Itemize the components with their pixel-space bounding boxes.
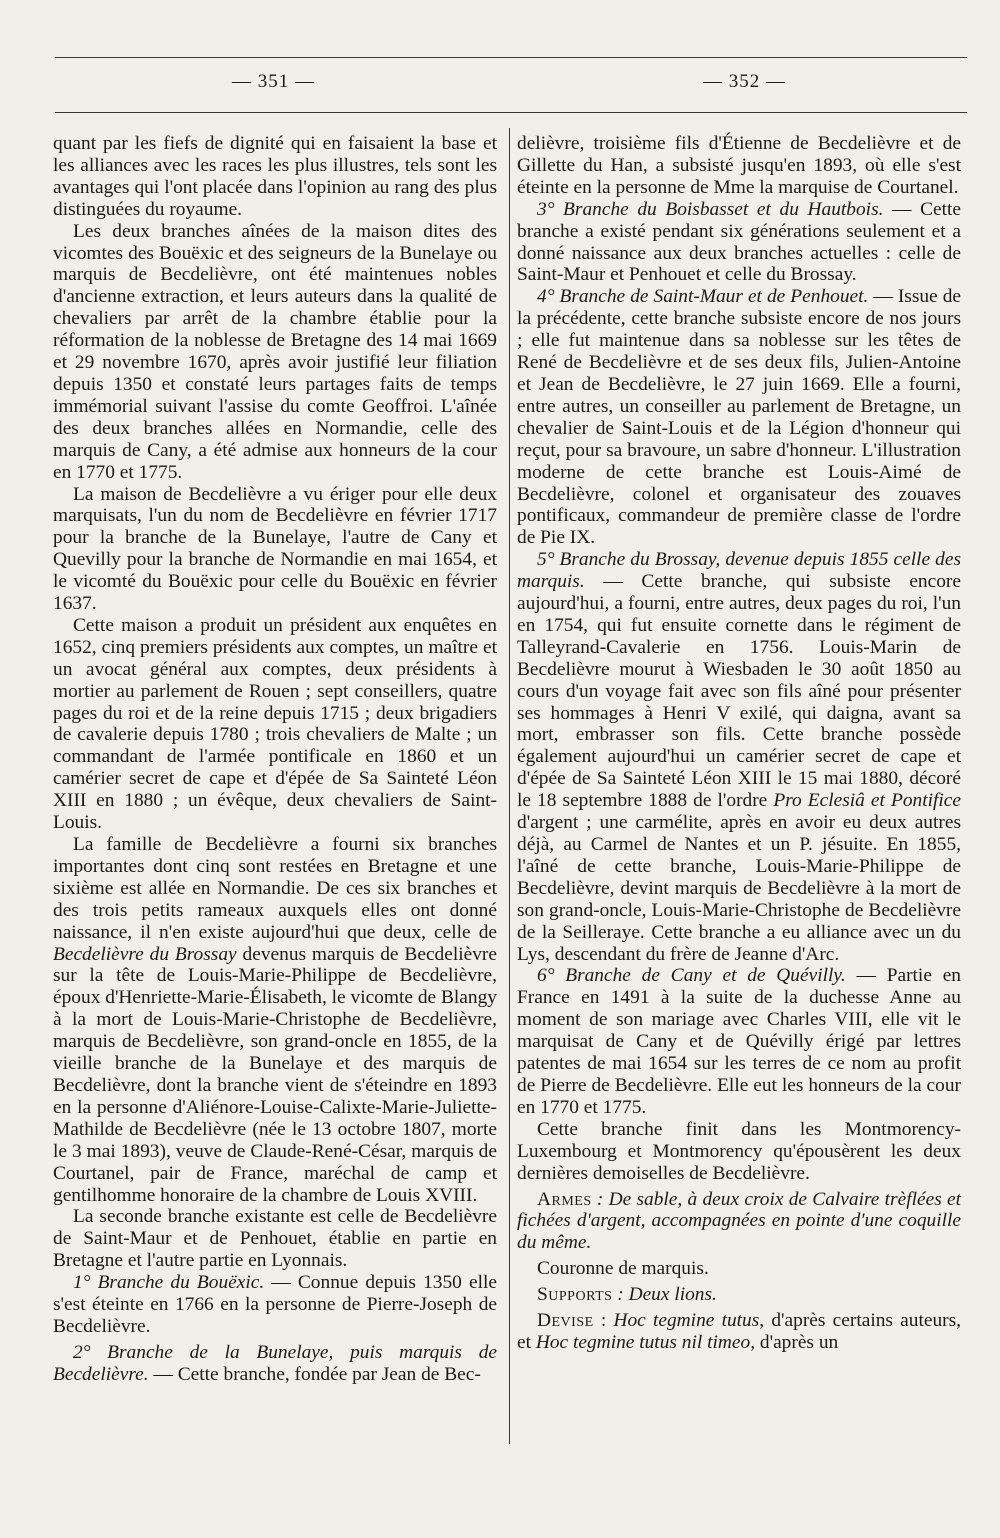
text: , d'après certains auteurs, et	[517, 1310, 961, 1353]
text: — Partie en France en 1491 à la suite de la duchesse Anne au moment de son mariage avec Charles VIII, elle vit le marquisat de Cany et de Quévilly érigé par lettres patentes de mai 1654 sur les terres de ce nom au profit de Pierre de Becdelièvre. Elle eut les honneurs de la cour en 1770 et 1775.	[517, 965, 962, 1118]
page-number-left: — 351 —	[232, 71, 315, 92]
branch-heading: 3° Branche du Boisbasset et du Hautbois.	[537, 198, 884, 220]
text: — Issue de la précédente, cette branche subsiste encore de nos jours ; elle fut maintenue dans sa noblesse sur les têtes de René de Becdelièvre et de ses deux fils, Julien-Antoine et Jean de Becdelièvre, le 27 juin 1669. Elle a fourni, entre autres, un conseiller au parlement de Bretagne, un chevalier de Saint-Louis et de la Légion d'honneur qui reçut, pour sa bravoure, un sabre d'honneur. L'illustration moderne de cette branche est Louis-Aimé de Becdelièvre, colonel et organisateur des zouaves pontificaux, commandeur de première classe de l'ordre de Pie IX.	[517, 286, 961, 549]
paragraph	[53, 834, 497, 1206]
text: , d'après un	[750, 1331, 839, 1353]
paragraph: La maison de Becdelièvre a vu ériger pour elle deux marquisats, l'un du nom de Becdelièvre en février 1717 pour la branche de la Bunelaye, l'autre de Cany et Quevilly pour la branche de Normandie en mai 1654, et le vicomté du Bouëxic pour celle du Bouëxic en février 1637.	[53, 483, 497, 615]
branch-paragraph	[517, 965, 961, 1118]
armes-label: Armes	[537, 1188, 592, 1210]
devise-paragraph	[517, 1310, 961, 1354]
paragraph: La seconde branche existante est celle de Becdelièvre de Saint-Maur et de Penhouet, établie en partie en Bretagne et l'autre partie en Lyonnais.	[53, 1206, 497, 1272]
text: La famille de Becdelièvre a fourni six branches importantes dont cinq sont restées en Bretagne et une sixième est allée en Normandie. De ces six branches et des trois petits rameaux auxquels elles ont donné naissance, il n'en existe aujourd'hui que deux, celle de	[53, 834, 497, 943]
paragraph: Les deux branches aînées de la maison dites des vicomtes des Bouëxic et des seigneurs de la Bunelaye ou marquis de Becdelièvre, ont été maintenues nobles d'ancienne extraction, et leurs auteurs dans la qualité de chevaliers par arrêt de la chambre établie pour la réformation de la noblesse de Bretagne des 14 mai 1669 et 29 novembre 1670, après avoir justifié leur filiation depuis 1350 et constaté leurs partages faits de temps immémorial suivant l'assise du comte Geoffroi. L'aînée des deux branches allées en Normandie, celle des marquis de Cany, a été admise aux honneurs de la cour en 1770 et 1775.	[53, 220, 497, 483]
supports-text: : Deux lions.	[612, 1284, 717, 1306]
branch-paragraph	[517, 549, 961, 965]
right-column	[517, 133, 961, 1354]
top-rule	[55, 57, 967, 58]
branch-heading: 4° Branche de Saint-Maur et de Penhouet.	[537, 286, 869, 308]
devise-label: Devise	[537, 1310, 594, 1332]
branch-heading: 6° Branche de Cany et de Quévilly.	[537, 965, 846, 987]
branch-heading: 1° Branche du Bouëxic.	[73, 1272, 265, 1294]
column-divider	[509, 128, 510, 1444]
text: — Cette branche a existé pendant six générations seulement et a donné naissance aux deux branches actuelles : celle de Saint-Maur et Penhouet et celle du Brossay.	[517, 198, 961, 286]
left-column	[53, 133, 497, 1386]
branch-paragraph	[517, 286, 961, 549]
text: d'argent ; une carmélite, après en avoir eu deux autres déjà, au Carmel de Nantes et un P. jésuite. En 1855, l'aîné de cette branche, Louis-Marie-Philippe de Becdelièvre, devint marquis de Becdelièvre à la mort de son grand-oncle, Louis-Marie-Christophe de Becdelièvre de la Seilleraye. Cette branche a eu alliance avec un du Lys, descendant du frère de Jeanne d'Arc.	[517, 812, 961, 965]
branch-heading: 2° Branche de la Bunelaye, puis marquis de Becdelièvre.	[53, 1341, 497, 1385]
branch-heading: 5° Branche du Brossay, devenue depuis 1855 celle des marquis.	[517, 549, 961, 593]
italic-text: Pro Eclesiâ et Pontifice	[773, 790, 961, 812]
branch-paragraph	[53, 1342, 497, 1386]
paragraph: Cette maison a produit un président aux enquêtes en 1652, cinq premiers présidents aux comptes, un maître et un avocat général aux comptes, deux présidents à mortier au parlement de Rouen ; sept conseillers, quatre pages du roi et de la reine depuis 1715 ; deux brigadiers de cavalerie depuis 1780 ; trois chevaliers de Malte ; un commandant de l'armée pontificale en 1860 et un camérier secret de cape et d'épée de Sa Sainteté Léon XIII en 1880 ; un évêque, deux chevaliers de Saint-Louis.	[53, 614, 497, 834]
italic-text: Hoc tegmine tutus nil timeo	[535, 1331, 751, 1353]
header-rule	[55, 112, 967, 113]
supports-paragraph	[517, 1284, 961, 1306]
text: — Connue depuis 1350 elle s'est éteinte en 1766 en la personne de Pierre-Joseph de Becdelièvre.	[53, 1272, 497, 1337]
armes-text: : De sable, à deux croix de Calvaire trèflées et fichées d'argent, accompagnées en pointe d'une coquille du même.	[517, 1188, 961, 1254]
page-number-right: — 352 —	[703, 71, 786, 92]
couronne-paragraph: Couronne de marquis.	[537, 1258, 709, 1280]
branch-paragraph	[53, 1272, 497, 1338]
paragraph: delièvre, troisième fils d'Étienne de Becdelièvre et de Gillette du Han, a subsisté jusqu'en 1893, où elle s'est éteinte en la personne de Mme la marquise de Courtanel.	[517, 133, 961, 198]
text: :	[593, 1310, 614, 1332]
italic-text: Hoc tegmine tutus	[613, 1310, 760, 1332]
text: — Cette branche, fondée par Jean de Bec-	[148, 1363, 481, 1385]
armes-paragraph	[517, 1189, 961, 1255]
text: — Cette branche, qui subsiste encore aujourd'hui, a fourni, entre autres, deux pages du roi, l'un en 1754, qui fut ensuite cornette dans le régiment de Talleyrand-Cavalerie en 1756. Louis-Marin de Becdelièvre mourut à Wiesbaden le 30 août 1850 au cours d'un voyage fait avec son fils aîné pour présenter ses hommages à Henri V exilé, qui daigna, avant sa mort, embrasser son fils. Cette branche possède également aujourd'hui un camérier secret de cape et d'épée de Sa Sainteté Léon XIII le 15 mai 1880, décoré le 18 septembre 1888 de l'ordre	[517, 571, 961, 812]
branch-paragraph	[517, 199, 961, 287]
supports-label: Supports	[537, 1284, 613, 1306]
paragraph: quant par les fiefs de dignité qui en faisaient la base et les alliances avec les races les plus illustres, tels sont les avantages qui l'ont placée dans l'opinion au rang des plus distinguées du royaume.	[53, 133, 497, 220]
italic-text: Becdelièvre du Brossay	[53, 943, 237, 965]
text: devenus marquis de Becdelièvre sur la tête de Louis-Marie-Philippe de Becdelièvre, époux d'Henriette-Marie-Élisabeth, le vicomte de Blangy à la mort de Louis-Marie-Christophe de Becdelièvre, marquis de Becdelièvre, son grand-oncle en 1855, de la vieille branche de la Bunelaye et des marquis de Becdelièvre, dont la branche vient de s'éteindre en 1893 en la personne d'Aliénore-Louise-Calixte-Marie-Juliette-Mathilde de Becdelièvre (née le 13 octobre 1807, morte le 3 mai 1893), veuve de Claude-René-César, marquis de Courtanel, pair de France, maréchal de camp et gentilhomme honoraire de la chambre de Louis XVIII.	[53, 943, 497, 1206]
paragraph: Cette branche finit dans les Montmorency-Luxembourg et Montmorency qu'épousèrent les deux dernières demoiselles de Becdelièvre.	[517, 1118, 961, 1184]
